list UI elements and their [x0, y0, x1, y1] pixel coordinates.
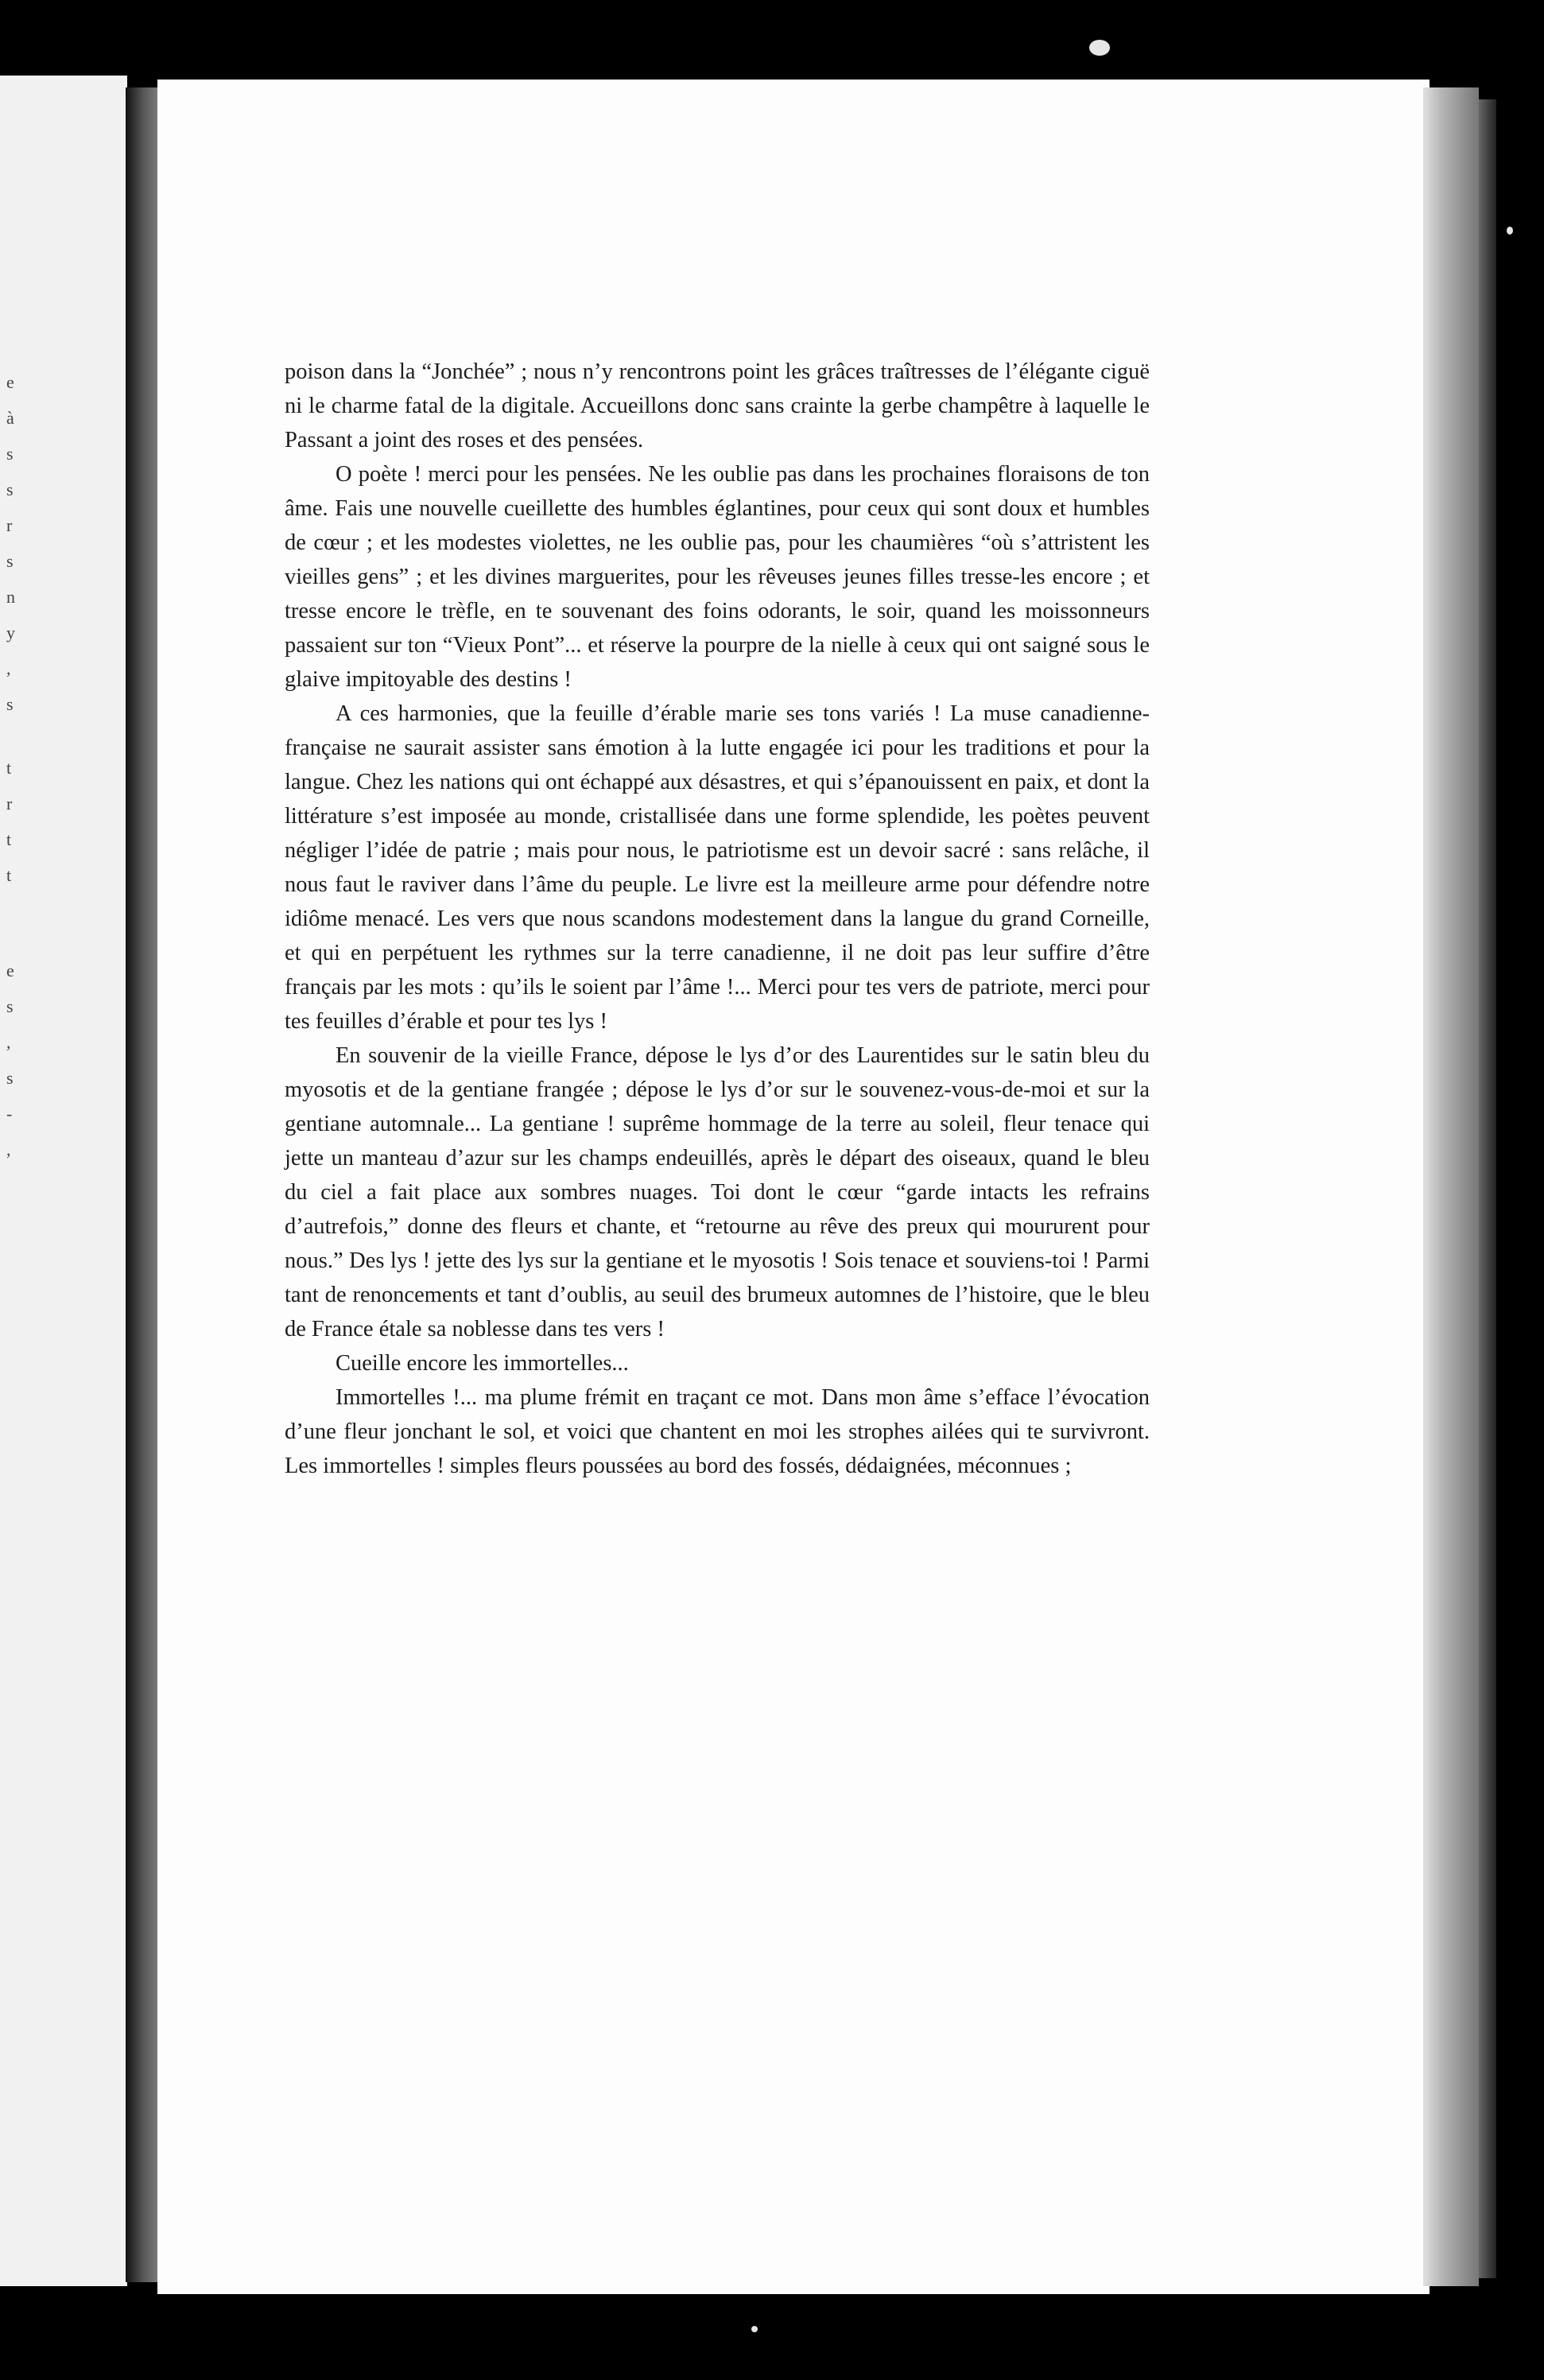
paragraph: O poète ! merci pour les pensées. Ne les oublie pas dans les prochaines floraisons de ton âme. Fais une nouvelle cueillette des humbles églantines, pour ceux qui sont doux et humbles de cœur ; et les modestes violettes, ne les oublie pas, pour les chaumières “où s’attristent les vieilles gens” ; et les divines marguerites, pour les rêveuses jeunes filles tresse-les encore ; et tresse encore le trèfle, en te souvenant des foins odorants, le soir, quand les moissonneurs passaient sur ton “Vieux Pont”... et réserve la pourpre de la nielle à ceux qui ont saigné sous le glaive impitoyable des destins !	[285, 462, 1150, 692]
facing-page-letter: ,	[6, 658, 11, 678]
facing-page-letter: s	[6, 996, 14, 1016]
facing-page-fragment	[0, 76, 127, 2286]
facing-page-letter: ,	[6, 1032, 11, 1052]
scan-speck	[1089, 40, 1110, 56]
facing-page-letter: t	[6, 829, 12, 849]
scan-speck	[1507, 227, 1513, 235]
facing-page-letter: s	[6, 694, 14, 714]
page-stack-edge	[1423, 87, 1479, 2286]
paragraph: Cueille encore les immortelles...	[336, 1351, 629, 1376]
scan-speck	[751, 2326, 758, 2332]
facing-page-letter: s	[6, 551, 14, 571]
page-stack-shadow	[1479, 99, 1496, 2278]
facing-page-letter: r	[6, 794, 13, 813]
facing-page-letter: r	[6, 515, 13, 535]
facing-page-letter: n	[6, 587, 15, 607]
facing-page-letter: y	[6, 623, 15, 643]
facing-page-letter: s	[6, 479, 14, 499]
facing-page-letter: à	[6, 408, 14, 428]
body-text	[285, 355, 1150, 1483]
facing-page-letter: -	[6, 1104, 13, 1124]
facing-page-letter: e	[6, 372, 14, 392]
facing-page-letter: s	[6, 444, 14, 464]
facing-page-letter: ,	[6, 1140, 11, 1159]
facing-page-letter: e	[6, 961, 14, 980]
paragraph: poison dans la “Jonchée” ; nous n’y rencontrons point les grâces traîtresses de l’élégante ciguë ni le charme fatal de la digitale. Accueillons donc sans crainte la gerbe champêtre à laquelle le Passant a joint des roses et des pensées.	[285, 359, 1150, 452]
paragraph: A ces harmonies, que la feuille d’érable marie ses tons variés ! La muse canadienne-française ne saurait assister sans émotion à la lutte engagée ici pour les traditions et pour la langue. Chez les nations qui ont échappé aux désastres, et qui s’épanouissent en paix, et dont la littérature s’est imposée au monde, cristallisée dans une forme splendide, les poètes peuvent négliger l’idée de patrie ; mais pour nous, le patriotisme est un devoir sacré : sans relâche, il nous faut le raviver dans l’âme du peuple. Le livre est la meilleure arme pour défendre notre idiôme menacé. Les vers que nous scandons modestement dans la langue du grand Corneille, et qui en perpétuent les rythmes sur la terre canadienne, il ne doit pas leur suffire d’être français par les mots : qu’ils le soient par l’âme !... Merci pour tes vers de patriote, merci pour tes feuilles d’érable et pour tes lys !	[285, 701, 1150, 1034]
paragraph: Immortelles !... ma plume frémit en traçant ce mot. Dans mon âme s’efface l’évocation d’une fleur jonchant le sol, et voici que chantent en moi les strophes ailées qui te survivront. Les immortelles ! simples fleurs poussées au bord des fossés, dédaignées, méconnues ;	[285, 1385, 1150, 1478]
paragraph: En souvenir de la vieille France, dépose le lys d’or des Laurentides sur le satin bleu du myosotis et de la gentiane frangée ; dépose le lys d’or sur le souvenez-vous-de-moi et sur la gentiane automnale... La gentiane ! suprême hommage de la terre au soleil, fleur tenace qui jette un manteau d’azur sur les champs endeuillés, après le départ des oiseaux, quand le bleu du ciel a fait place aux sombres nuages. Toi dont le cœur “garde intacts les refrains d’autrefois,” donne des fleurs et chante, et “retourne au rêve des preux qui moururent pour nous.” Des lys ! jette des lys sur la gentiane et le myosotis ! Sois tenace et souviens-toi ! Parmi tant de renoncements et tant d’oublis, au seuil des brumeux automnes de l’histoire, que le bleu de France étale sa noblesse dans tes vers !	[285, 1043, 1150, 1341]
facing-page-letter: t	[6, 758, 12, 778]
facing-page-letter: s	[6, 1068, 14, 1088]
facing-page-letter: t	[6, 865, 12, 885]
